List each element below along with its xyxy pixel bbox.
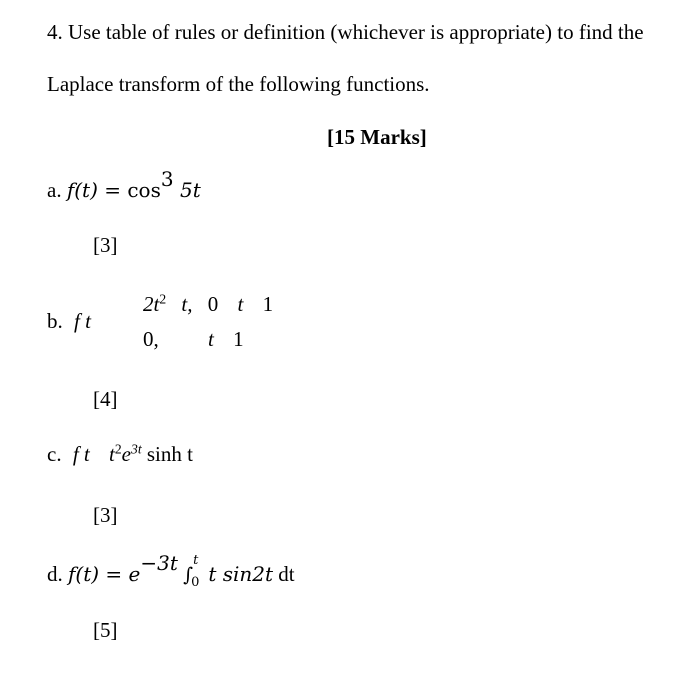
item-d-lhs: f(t) = — [68, 562, 129, 586]
item-b-case1-power: 2 — [159, 291, 167, 307]
item-b-case1-cond-c: 1 — [262, 292, 274, 316]
item-c-e-power: 3t — [131, 441, 142, 457]
item-b-case1-cond-a: 0 — [207, 292, 219, 316]
item-b — [47, 309, 91, 334]
item-c-rest: sinh t — [141, 442, 193, 466]
item-a — [47, 167, 201, 203]
question-line-1: 4. Use table of rules or definition (whichever is appropriate) to find the — [47, 20, 644, 44]
item-b-case1-cond-b: t — [237, 292, 244, 316]
item-d-e-base: e — [128, 562, 141, 586]
item-d-lower: 0 — [191, 575, 200, 590]
item-c-label: c. — [47, 442, 62, 466]
question-line-2: Laplace transform of the following functions. — [47, 72, 430, 96]
item-b-lhs: f t — [74, 309, 91, 333]
item-a-lhs: f(t) = — [66, 178, 128, 202]
item-b-label: b. — [47, 309, 63, 333]
item-d — [47, 551, 295, 590]
item-b-case2-cond-a: t — [208, 327, 214, 351]
item-b-case2-cond-b: 1 — [233, 327, 244, 351]
item-b-case2-expr: 0, — [143, 327, 159, 351]
item-b-marks: [4] — [93, 387, 118, 411]
item-b-case1-rest: t, — [181, 292, 193, 316]
item-d-upper: t — [193, 553, 199, 568]
item-c-t-base: t — [109, 442, 115, 466]
item-c-marks: [3] — [93, 503, 118, 527]
item-d-integral: ∫ — [183, 564, 194, 586]
item-b-case-2 — [143, 327, 244, 352]
item-a-func: cos — [127, 178, 161, 202]
item-d-label: d. — [47, 562, 63, 586]
item-a-label: a. — [47, 178, 62, 202]
item-d-dt: dt — [273, 562, 295, 586]
item-c-lhs: f t — [72, 442, 90, 466]
item-a-arg: 5t — [173, 178, 201, 202]
item-a-marks: [3] — [93, 233, 118, 257]
item-d-integrand: t sin2t — [208, 562, 274, 586]
item-c-e-base: e — [121, 442, 131, 466]
total-marks: [15 Marks] — [327, 125, 427, 149]
item-d-marks: [5] — [93, 618, 118, 642]
item-b-case-1 — [143, 292, 273, 317]
item-c-t-power: 2 — [114, 441, 122, 457]
item-b-case1-expr: 2t — [143, 292, 160, 316]
item-a-power: 3 — [160, 167, 174, 191]
item-d-e-power: −3t — [140, 551, 178, 575]
item-c — [47, 442, 193, 467]
